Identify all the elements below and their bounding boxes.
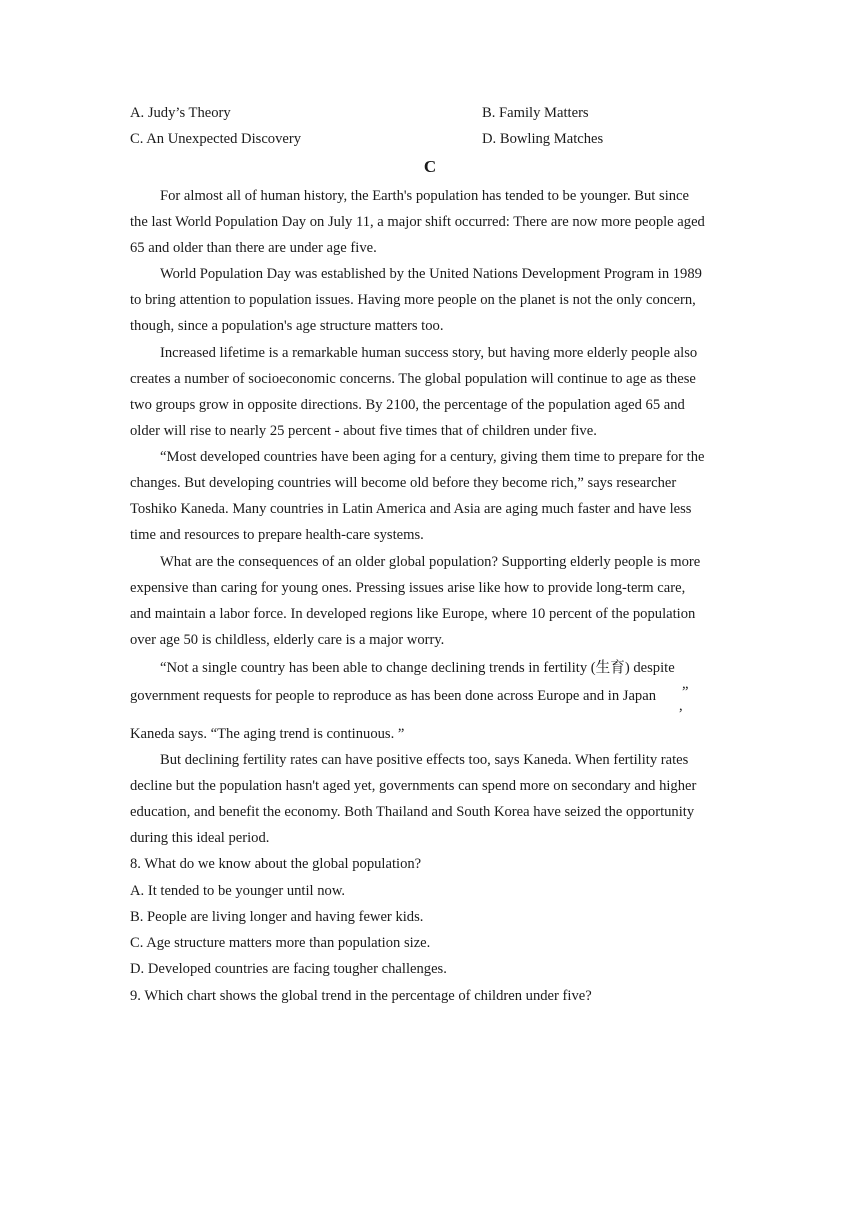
passage-line: What are the consequences of an older global population? Supporting elderly people is more [160, 554, 701, 570]
passage-line: Increased lifetime is a remarkable human success story, but having more elderly people also [160, 345, 698, 361]
option-c: C. An Unexpected Discovery [130, 131, 302, 147]
passage-line: to bring attention to population issues. Having more people on the planet is not the only concern, [130, 292, 696, 308]
passage-line: changes. But developing countries will become old before they become rich,” says researcher [130, 475, 677, 491]
passage-line: the last World Population Day on July 11, a major shift occurred: There are now more people aged [130, 214, 705, 230]
section-label: C [423, 157, 437, 176]
passage-line: expensive than caring for young ones. Pressing issues arise like how to provide long-term care, [130, 580, 686, 596]
passage-line: though, since a population's age structure matters too. [130, 318, 444, 334]
passage-line: government requests for people to reproduce as has been done across Europe and in Japan [130, 688, 657, 704]
passage-line: Kaneda says. “The aging trend is continuous. ” [130, 726, 405, 742]
passage-line: during this ideal period. [130, 830, 270, 846]
passage-line: World Population Day was established by the United Nations Development Program in 1989 [160, 266, 702, 282]
passage-line: But declining fertility rates can have positive effects too, says Kaneda. When fertility rates [160, 752, 689, 768]
question-8-option-b: B. People are living longer and having fewer kids. [130, 909, 424, 925]
passage-line: education, and benefit the economy. Both Thailand and South Korea have seized the opportunity [130, 804, 695, 820]
passage-line: and maintain a labor force. In developed regions like Europe, where 10 percent of the population [130, 606, 696, 622]
passage-line: two groups grow in opposite directions. By 2100, the percentage of the population aged 65 and [130, 397, 685, 413]
closing-quote-mark: ” [682, 684, 689, 700]
question-9-stem: 9. Which chart shows the global trend in the percentage of children under five? [130, 988, 592, 1004]
question-8-option-a: A. It tended to be younger until now. [130, 883, 346, 899]
passage-line: Toshiko Kaneda. Many countries in Latin America and Asia are aging much faster and have less [130, 501, 692, 517]
passage-line: over age 50 is childless, elderly care is a major worry. [130, 632, 445, 648]
option-a: A. Judy’s Theory [130, 105, 231, 121]
passage-line: 65 and older than there are under age five. [130, 240, 377, 256]
passage-line: “Not a single country has been able to change declining trends in fertility (生育) despite [160, 660, 675, 676]
passage-line: “Most developed countries have been aging for a century, giving them time to prepare for the [160, 449, 705, 465]
passage-line: For almost all of human history, the Earth's population has tended to be younger. But since [160, 188, 689, 204]
passage-line: decline but the population hasn't aged yet, governments can spend more on secondary and higher [130, 778, 697, 794]
question-8-stem: 8. What do we know about the global population? [130, 856, 422, 872]
comma-mark: , [679, 698, 683, 714]
question-8-option-d: D. Developed countries are facing tougher challenges. [130, 961, 447, 977]
option-b: B. Family Matters [482, 105, 589, 121]
option-d: D. Bowling Matches [482, 131, 604, 147]
passage-line: creates a number of socioeconomic concerns. The global population will continue to age as these [130, 371, 696, 387]
passage-line: older will rise to nearly 25 percent - about five times that of children under five. [130, 423, 597, 439]
question-8-option-c: C. Age structure matters more than population size. [130, 935, 431, 951]
passage-line: time and resources to prepare health-care systems. [130, 527, 424, 543]
